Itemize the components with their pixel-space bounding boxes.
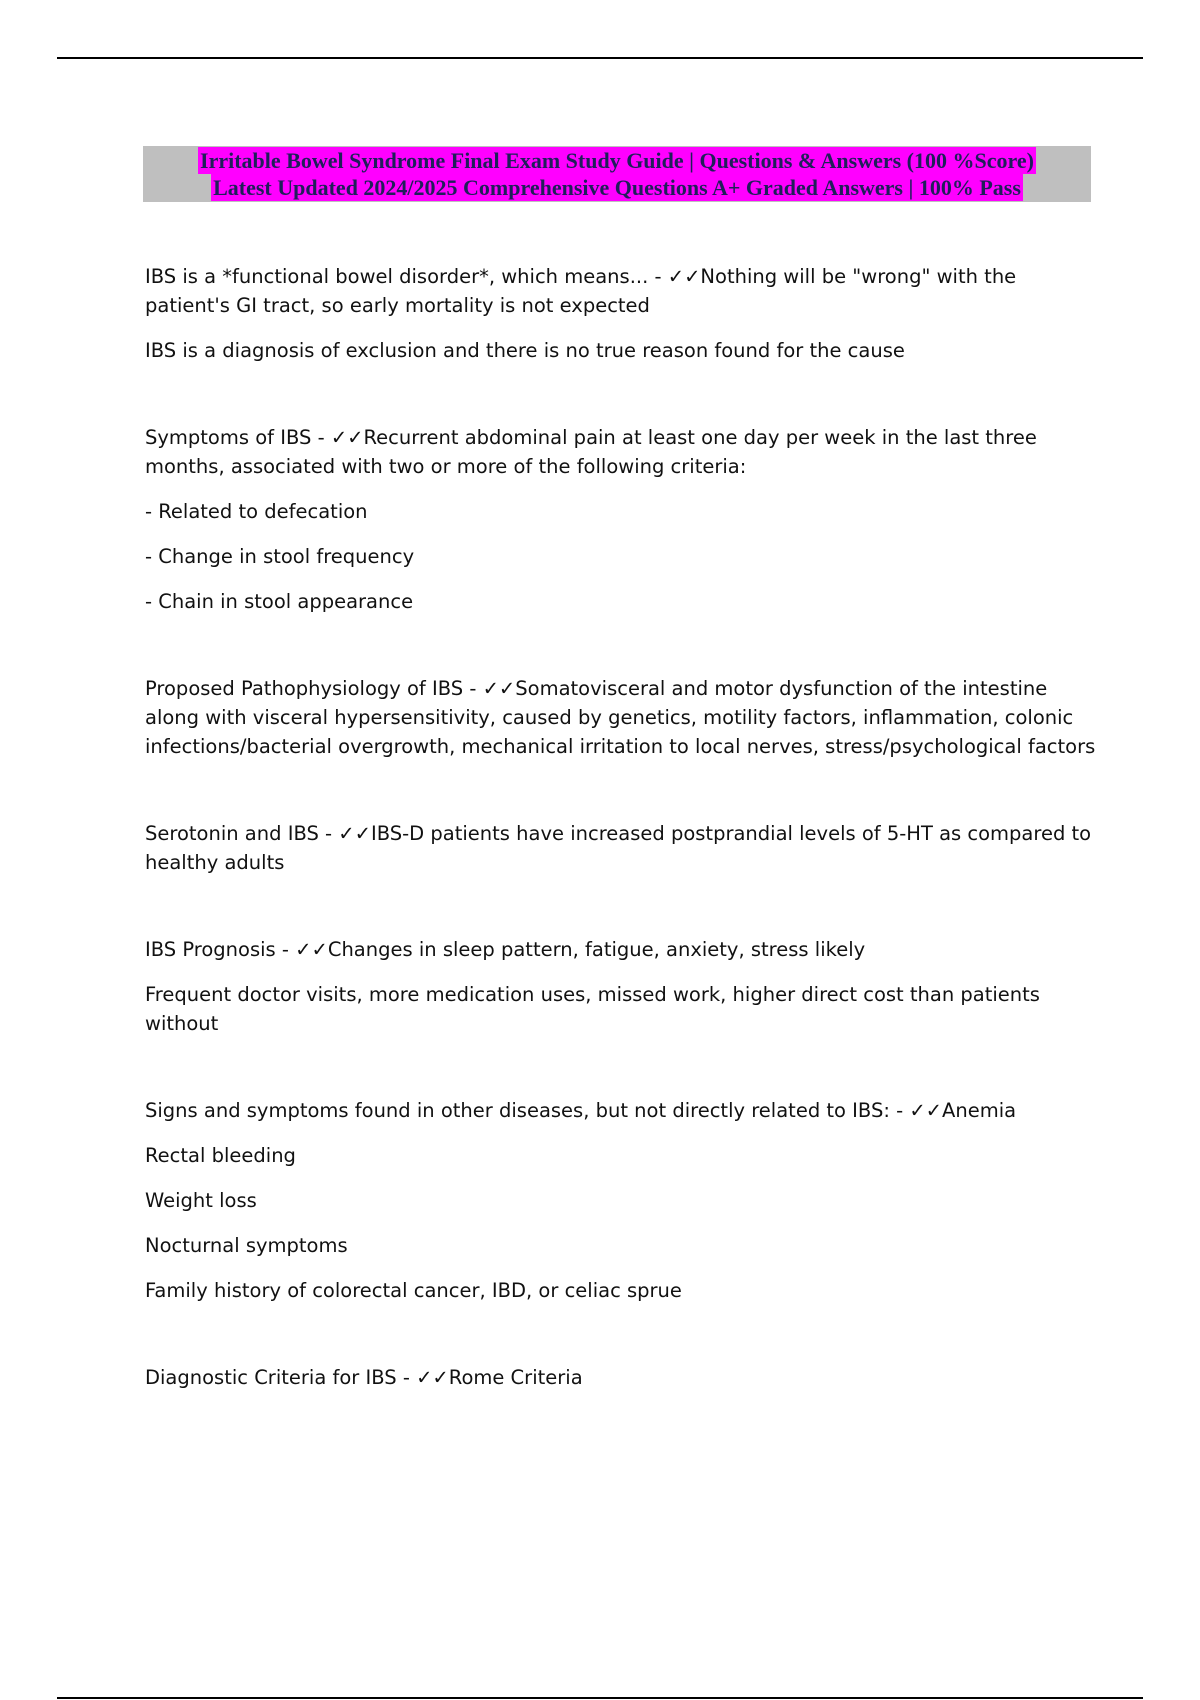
qa-entry	[145, 674, 1100, 761]
answer-extra-line: Family history of colorectal cancer, IBD, or celiac sprue	[145, 1279, 682, 1302]
check-icon: ✓✓	[909, 1099, 943, 1122]
check-icon: ✓✓	[330, 426, 364, 449]
answer-extra-line: Nocturnal symptoms	[145, 1234, 348, 1257]
qa-entry	[145, 262, 1100, 320]
answer-extra-line: - Related to defecation	[145, 500, 368, 523]
qa-entry	[145, 935, 1100, 964]
answer-extra-line: - Change in stool frequency	[145, 545, 415, 568]
question-text: IBS is a *functional bowel disorder*, which means... -	[145, 265, 668, 288]
check-icon: ✓✓	[667, 265, 701, 288]
question-text: Signs and symptoms found in other diseases, but not directly related to IBS: -	[145, 1099, 910, 1122]
answer-text: Changes in sleep pattern, fatigue, anxiety, stress likely	[327, 938, 866, 961]
question-text: IBS Prognosis -	[145, 938, 296, 961]
title-line-1: Irritable Bowel Syndrome Final Exam Study Guide | Questions & Answers (100 %Score)	[200, 148, 1034, 173]
top-rule	[57, 57, 1143, 59]
bottom-rule	[57, 1697, 1143, 1699]
title-line-2: Latest Updated 2024/2025 Comprehensive Questions A+ Graded Answers | 100% Pass	[213, 175, 1021, 200]
check-icon: ✓✓	[295, 938, 328, 961]
qa-item-2	[145, 423, 1100, 616]
qa-item-6	[145, 1096, 1100, 1305]
answer-text: IBS-D patients have increased postprandial levels of 5-HT as compared to healthy adults	[145, 822, 1092, 874]
question-text: Diagnostic Criteria for IBS -	[145, 1366, 417, 1389]
qa-item-1	[145, 262, 1100, 365]
check-icon: ✓✓	[482, 677, 516, 700]
qa-item-5	[145, 935, 1100, 1038]
answer-extra-line: Weight loss	[145, 1189, 257, 1212]
qa-entry	[145, 1096, 1100, 1125]
answer-extra-line: Frequent doctor visits, more medication uses, missed work, higher direct cost than patients without	[145, 983, 1040, 1035]
check-icon: ✓✓	[338, 822, 371, 845]
answer-text: Somatovisceral and motor dysfunction of the intestine along with visceral hypersensitivity, caused by genetics, motility factors, inflammation, colonic infections/bacterial overgrowth, mechanical irritation to local nerves, stress/psychological factors	[145, 677, 1096, 758]
qa-entry	[145, 423, 1100, 481]
question-text: Symptoms of IBS -	[145, 426, 331, 449]
answer-text: Rome Criteria	[448, 1366, 583, 1389]
qa-entry	[145, 819, 1100, 877]
answer-extra-line: - Chain in stool appearance	[145, 590, 414, 613]
question-text: Serotonin and IBS -	[145, 822, 339, 845]
qa-item-3	[145, 674, 1100, 761]
qa-entry	[145, 1363, 1100, 1392]
answer-text: Nothing will be "wrong" with the patient's GI tract, so early mortality is not expected	[145, 265, 1017, 317]
answer-extra-line: IBS is a diagnosis of exclusion and there is no true reason found for the cause	[145, 339, 905, 362]
answer-text: Recurrent abdominal pain at least one day per week in the last three months, associated with two or more of the following criteria:	[145, 426, 1037, 478]
document-title	[143, 146, 1091, 202]
check-icon: ✓✓	[416, 1366, 449, 1389]
qa-item-4	[145, 819, 1100, 877]
qa-item-7	[145, 1363, 1100, 1392]
qa-content	[145, 262, 1100, 1408]
answer-text: Anemia	[942, 1099, 1017, 1122]
question-text: Proposed Pathophysiology of IBS -	[145, 677, 483, 700]
answer-extra-line: Rectal bleeding	[145, 1144, 296, 1167]
